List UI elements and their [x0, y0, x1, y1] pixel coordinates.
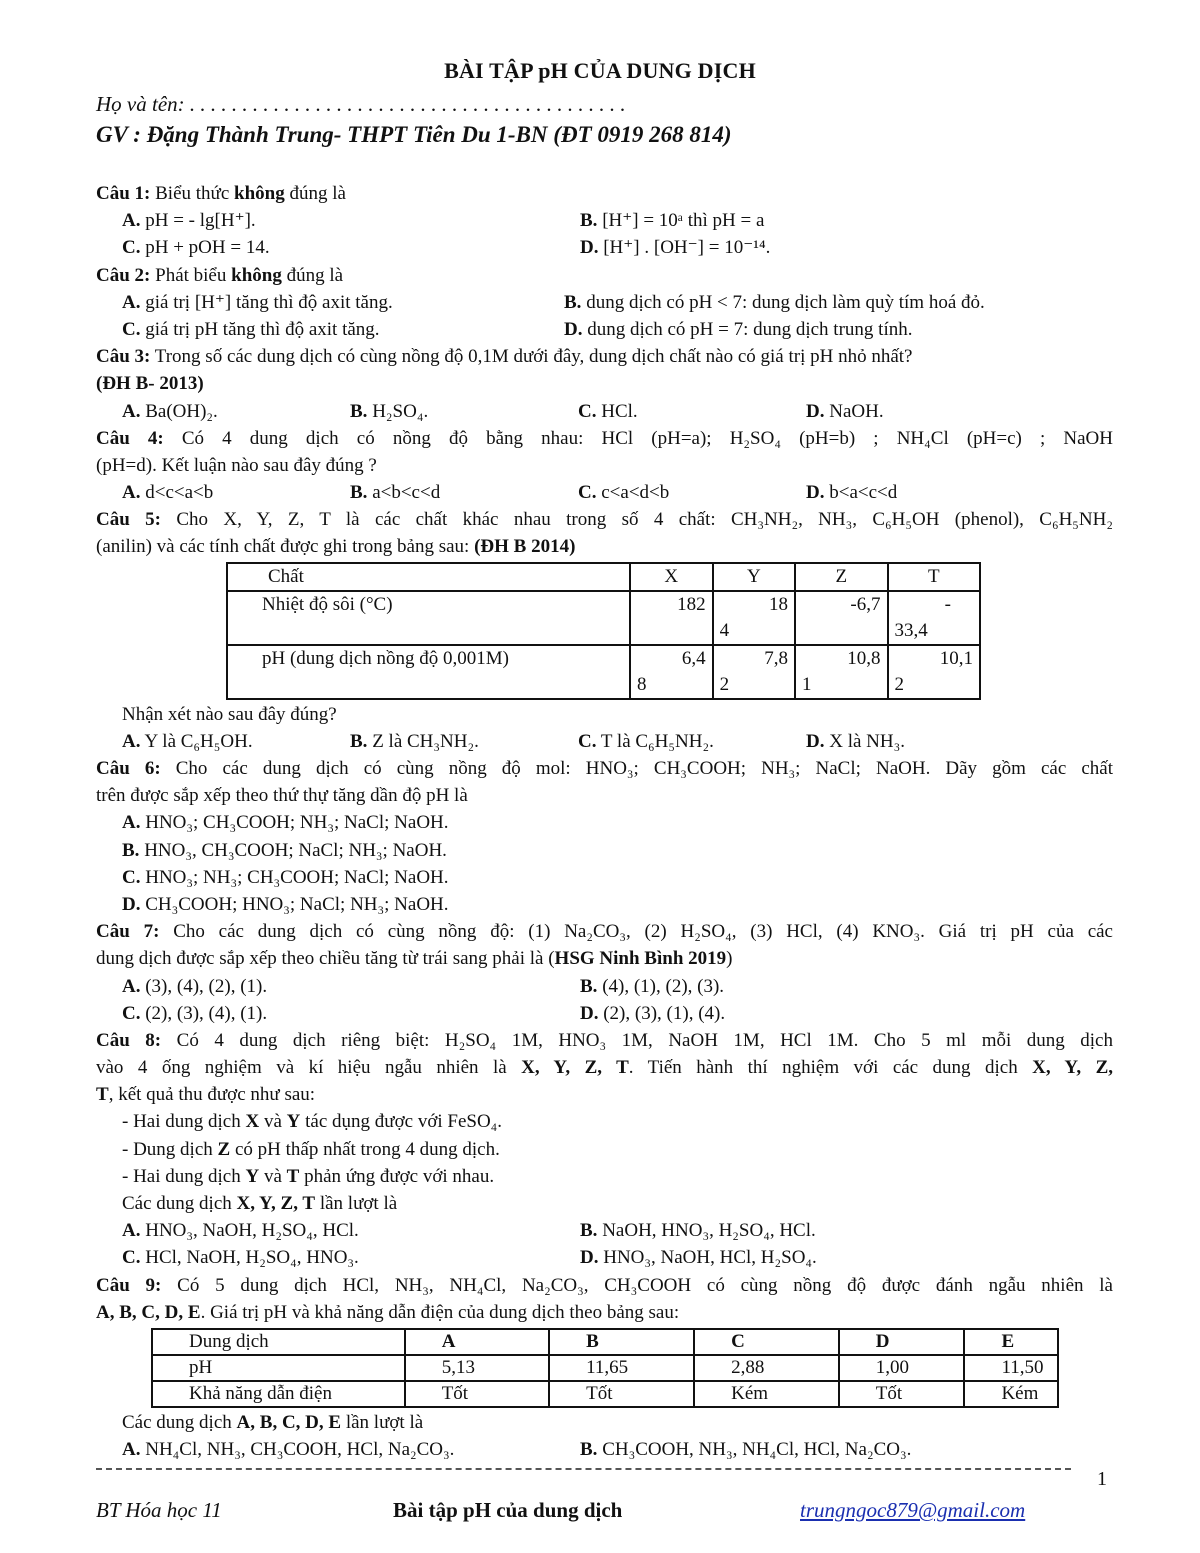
option-a: A. Y là C₆H₅OH.: [122, 730, 253, 752]
option-d: D. b<a<c<d: [806, 482, 898, 504]
question-3-options: [96, 398, 1113, 425]
option-c: C. c<a<d<b: [578, 482, 670, 504]
option-d: D. NaOH.: [806, 400, 884, 422]
table-row: Nhiệt độ sôi (°C) 182 18 4 -6,7 - 33,4: [227, 591, 980, 645]
option-c: C. HCl.: [578, 400, 638, 422]
option-d: D. (2), (3), (1), (4).: [580, 1002, 726, 1024]
teacher-info: GV : Đặng Thành Trung- THPT Tiên Du 1-BN (ĐT 0919 268 814): [96, 122, 732, 147]
question-list: [96, 180, 1113, 1463]
question-8-stem-end: T, kết quả thu được như sau:: [96, 1084, 316, 1106]
question-8-bullet-2: - Dung dịch Z có pH thấp nhất trong 4 dung dịch.: [122, 1138, 500, 1160]
option-c: C. giá trị pH tăng thì độ axit tăng.: [122, 318, 380, 340]
option-d: D. [H⁺] . [OH⁻] = 10⁻¹⁴.: [580, 237, 771, 259]
question-9-options-ab: [96, 1436, 1113, 1463]
option-b: B. a<b<c<d: [350, 482, 441, 504]
question-2-options-ab: [96, 289, 1113, 316]
option-c: C. T là C₆H₅NH₂.: [578, 730, 714, 752]
option-d: D. dung dịch có pH = 7: dung dịch trung tính.: [564, 318, 913, 340]
option-d: D. X là NH₃.: [806, 730, 905, 752]
option-c: C. (2), (3), (4), (1).: [122, 1002, 268, 1024]
table-row: pH (dung dịch nồng độ 0,001M) 6,4 8 7,8 2 10,8 1 10,1 2: [227, 645, 980, 699]
question-9-stem: Câu 9: Có 5 dung dịch HCl, NH₃, NH₄Cl, Na₂CO₃, CH₃COOH có cùng nồng độ được đánh ngẫu nhiên là: [96, 1274, 1113, 1296]
question-5-prompt: Nhận xét nào sau đây đúng?: [122, 703, 337, 725]
question-2-options-cd: [96, 316, 1113, 343]
option-c: C. HCl, NaOH, H₂SO₄, HNO₃.: [122, 1247, 359, 1269]
question-5-options: [96, 728, 1113, 755]
question-2-stem: Câu 2: Phát biểu không đúng là: [96, 264, 344, 286]
option-b: B. CH₃COOH, NH₃, NH₄Cl, HCl, Na₂CO₃.: [580, 1439, 912, 1461]
page-title: BÀI TẬP pH CỦA DUNG DỊCH: [444, 58, 756, 83]
question-8-options-cd: [96, 1244, 1113, 1271]
option-b: B. NaOH, HNO₃, H₂SO₄, HCl.: [580, 1220, 816, 1242]
question-9-table: [151, 1328, 1059, 1408]
table-row: Khả năng dẫn điện Tốt Tốt Kém Tốt Kém: [152, 1381, 1058, 1407]
table-header-row: Chất X Y Z T: [227, 563, 980, 591]
option-c: C. pH + pOH = 14.: [122, 237, 270, 259]
question-7-options-cd: [96, 1000, 1113, 1027]
question-8-options-ab: [96, 1217, 1113, 1244]
option-a: A. HNO₃, NaOH, H₂SO₄, HCl.: [122, 1220, 359, 1242]
option-d: D. CH₃COOH; HNO₃; NaCl; NH₃; NaOH.: [122, 893, 449, 915]
footer-email-link[interactable]: trungngoc879@gmail.com: [800, 1498, 1026, 1522]
question-3-source: (ĐH B- 2013): [96, 373, 204, 395]
student-name-line: Họ và tên: . . . . . . . . . . . . . . . . . . . . . . . . . . . . . . . . . . . . . . . . . .: [96, 92, 626, 116]
option-b: B. dung dịch có pH < 7: dung dịch làm quỳ tím hoá đỏ.: [564, 291, 985, 313]
question-8-bullet-3: - Hai dung dịch Y và T phản ứng được với nhau.: [122, 1165, 495, 1187]
footer-divider: [96, 1468, 1071, 1470]
question-6-stem-cont: trên được sắp xếp theo thứ thự tăng dần độ pH là: [96, 785, 468, 807]
question-5-stem: Câu 5: Cho X, Y, Z, T là các chất khác nhau trong số 4 chất: CH₃NH₂, NH₃, C₆H₅OH (phenol), C₆H₅NH₂: [96, 509, 1113, 531]
option-a: A. pH = - lg[H⁺].: [122, 210, 256, 232]
question-4-stem-cont: (pH=d). Kết luận nào sau đây đúng ?: [96, 454, 377, 476]
question-7-stem: Câu 7: Cho các dung dịch có cùng nồng độ: (1) Na₂CO₃, (2) H₂SO₄, (3) HCl, (4) KNO₃. Giá trị pH của các: [96, 921, 1113, 943]
question-8-stem: Câu 8: Có 4 dung dịch riêng biệt: H₂SO₄ 1M, HNO₃ 1M, NaOH 1M, HCl 1M. Cho 5 ml mỗi dung dịch: [96, 1029, 1113, 1051]
table-row: pH 5,13 11,65 2,88 1,00 11,50: [152, 1355, 1058, 1381]
option-a: A. NH₄Cl, NH₃, CH₃COOH, HCl, Na₂CO₃.: [122, 1439, 455, 1461]
question-4-options: [96, 479, 1113, 506]
option-a: A. d<c<a<b: [122, 482, 214, 504]
question-1-stem: Câu 1: Biểu thức không đúng là: [96, 183, 346, 204]
option-b: B. [H⁺] = 10ᵃ thì pH = a: [580, 210, 765, 232]
question-8-bullet-1: - Hai dung dịch X và Y tác dụng được với FeSO₄.: [122, 1111, 503, 1133]
footer-course: BT Hóa học 11: [96, 1498, 222, 1522]
option-a: A. giá trị [H⁺] tăng thì độ axit tăng.: [122, 291, 393, 313]
option-b: B. H₂SO₄.: [350, 400, 429, 422]
question-9-stem-cont: A, B, C, D, E. Giá trị pH và khả năng dẫn điện của dung dịch theo bảng sau:: [96, 1301, 680, 1323]
question-4-stem: Câu 4: Có 4 dung dịch có nồng độ bằng nhau: HCl (pH=a); H₂SO₄ (pH=b) ; NH₄Cl (pH=c) ; NaOH: [96, 427, 1113, 449]
question-6-stem: Câu 6: Cho các dung dịch có cùng nồng độ mol: HNO₃; CH₃COOH; NH₃; NaCl; NaOH. Dãy gồm các chất: [96, 758, 1113, 779]
option-d: D. HNO₃, NaOH, HCl, H₂SO₄.: [580, 1247, 817, 1269]
question-5-stem-cont: (anilin) và các tính chất được ghi trong bảng sau: (ĐH B 2014): [96, 536, 576, 558]
question-8-prompt: Các dung dịch X, Y, Z, T lần lượt là: [122, 1193, 398, 1214]
option-c: C. HNO₃; NH₃; CH₃COOH; NaCl; NaOH.: [122, 866, 449, 888]
option-a: A. Ba(OH)₂.: [122, 400, 218, 422]
question-1-options-ab: [96, 207, 1113, 234]
question-5-table: [226, 562, 981, 700]
question-7-options-ab: [96, 973, 1113, 1000]
page-number: 1: [1097, 1468, 1107, 1490]
question-1-options-cd: [96, 234, 1113, 261]
question-7-stem-cont: dung dịch được sắp xếp theo chiều tăng từ trái sang phải là (HSG Ninh Bình 2019): [96, 948, 733, 970]
table-header-row: Dung dịch A B C D E: [152, 1329, 1058, 1355]
option-b: B. Z là CH₃NH₂.: [350, 730, 479, 752]
option-a: A. HNO₃; CH₃COOH; NH₃; NaCl; NaOH.: [122, 812, 449, 834]
question-8-stem-cont: vào 4 ống nghiệm và kí hiệu ngẫu nhiên là X, Y, Z, T. Tiến hành thí nghiệm với các dung dịch X, Y, Z,: [96, 1057, 1114, 1079]
question-3-stem: Câu 3: Trong số các dung dịch có cùng nồng độ 0,1M dưới đây, dung dịch chất nào có giá trị pH nhỏ nhất?: [96, 346, 913, 368]
option-a: A. (3), (4), (2), (1).: [122, 975, 268, 997]
footer-title: Bài tập pH của dung dịch: [393, 1498, 623, 1522]
option-b: B. (4), (1), (2), (3).: [580, 975, 725, 997]
question-9-prompt: Các dung dịch A, B, C, D, E lần lượt là: [122, 1411, 424, 1433]
option-b: B. HNO₃, CH₃COOH; NaCl; NH₃; NaOH.: [122, 839, 447, 861]
